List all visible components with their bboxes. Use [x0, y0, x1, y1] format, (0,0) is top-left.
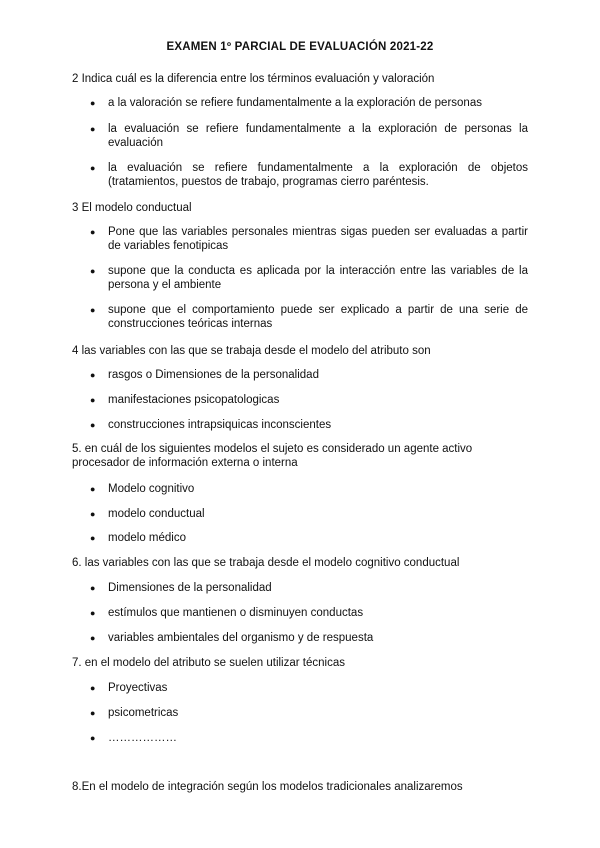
- question-7: 7. en el modelo del atributo se suelen utilizar técnicas: [72, 657, 345, 669]
- bullet-icon: ●: [90, 583, 96, 593]
- option-text: construcciones intrapsiquicas inconscientes: [108, 419, 332, 431]
- question-5-option-b: [90, 507, 528, 521]
- question-7-option-a: [90, 681, 528, 695]
- question-3-option-c: [90, 303, 528, 331]
- bullet-icon: ●: [90, 124, 96, 134]
- option-text: Modelo cognitivo: [108, 483, 195, 495]
- option-text: estímulos que mantienen o disminuyen conductas: [108, 607, 364, 619]
- question-4: 4 las variables con las que se trabaja desde el modelo del atributo son: [72, 345, 431, 357]
- bullet-icon: ●: [90, 305, 96, 315]
- option-text: la evaluación se refiere fundamentalmente a la exploración de objetos (tratamientos, puestos de trabajo, programas cierro paréntesis.: [108, 162, 528, 188]
- option-text: supone que el comportamiento puede ser explicado a partir de una serie de construcciones teóricas internas: [108, 304, 528, 330]
- question-5-option-a: [90, 482, 528, 496]
- option-text: variables ambientales del organismo y de respuesta: [108, 632, 374, 644]
- question-2-option-b: [90, 122, 528, 150]
- bullet-icon: ●: [90, 266, 96, 276]
- option-text: a la valoración se refiere fundamentalmente a la exploración de personas: [108, 97, 482, 109]
- bullet-icon: ●: [90, 708, 96, 718]
- question-2-option-c: [90, 161, 528, 189]
- bullet-icon: ●: [90, 533, 96, 543]
- question-4-option-a: [90, 368, 528, 382]
- question-7-option-c: [90, 731, 528, 745]
- option-text: Dimensiones de la personalidad: [108, 582, 272, 594]
- option-text: supone que la conducta es aplicada por la interacción entre las variables de la persona y el ambiente: [108, 265, 528, 291]
- option-text: modelo médico: [108, 532, 186, 544]
- exam-title: EXAMEN 1º PARCIAL DE EVALUACIÓN 2021-22: [166, 41, 434, 53]
- bullet-icon: ●: [90, 227, 96, 237]
- bullet-icon: ●: [90, 608, 96, 618]
- option-text: ………………: [108, 732, 177, 744]
- question-5: 5. en cuál de los siguientes modelos el sujeto es considerado un agente activo procesador de información externa o interna: [72, 443, 473, 469]
- bullet-icon: ●: [90, 683, 96, 693]
- bullet-icon: ●: [90, 733, 96, 743]
- option-text: la evaluación se refiere fundamentalmente a la exploración de personas la evaluación: [108, 123, 528, 149]
- option-text: manifestaciones psicopatologicas: [108, 394, 280, 406]
- bullet-icon: ●: [90, 484, 96, 494]
- question-4-option-c: [90, 418, 528, 432]
- question-6: 6. las variables con las que se trabaja desde el modelo cognitivo conductual: [72, 557, 460, 569]
- question-2: 2 Indica cuál es la diferencia entre los términos evaluación y valoración: [72, 73, 435, 85]
- question-7-option-b: [90, 706, 528, 720]
- question-6-option-a: [90, 581, 528, 595]
- bullet-icon: ●: [90, 163, 96, 173]
- bullet-icon: ●: [90, 509, 96, 519]
- option-text: modelo conductual: [108, 508, 205, 520]
- question-4-option-b: [90, 393, 528, 407]
- question-6-option-b: [90, 606, 528, 620]
- bullet-icon: ●: [90, 633, 96, 643]
- bullet-icon: ●: [90, 370, 96, 380]
- option-text: Proyectivas: [108, 682, 168, 694]
- option-text: rasgos o Dimensiones de la personalidad: [108, 369, 319, 381]
- bullet-icon: ●: [90, 395, 96, 405]
- question-3: 3 El modelo conductual: [72, 202, 192, 214]
- option-text: Pone que las variables personales mientras sigas pueden ser evaluadas a partir de variables fenotipicas: [108, 226, 528, 252]
- question-5-option-c: [90, 531, 528, 545]
- question-3-option-b: [90, 264, 528, 292]
- bullet-icon: ●: [90, 98, 96, 108]
- question-2-option-a: [90, 96, 528, 110]
- question-8: 8.En el modelo de integración según los modelos tradicionales analizaremos: [72, 781, 463, 793]
- bullet-icon: ●: [90, 420, 96, 430]
- question-6-option-c: [90, 631, 528, 645]
- question-3-option-a: [90, 225, 528, 253]
- option-text: psicometricas: [108, 707, 179, 719]
